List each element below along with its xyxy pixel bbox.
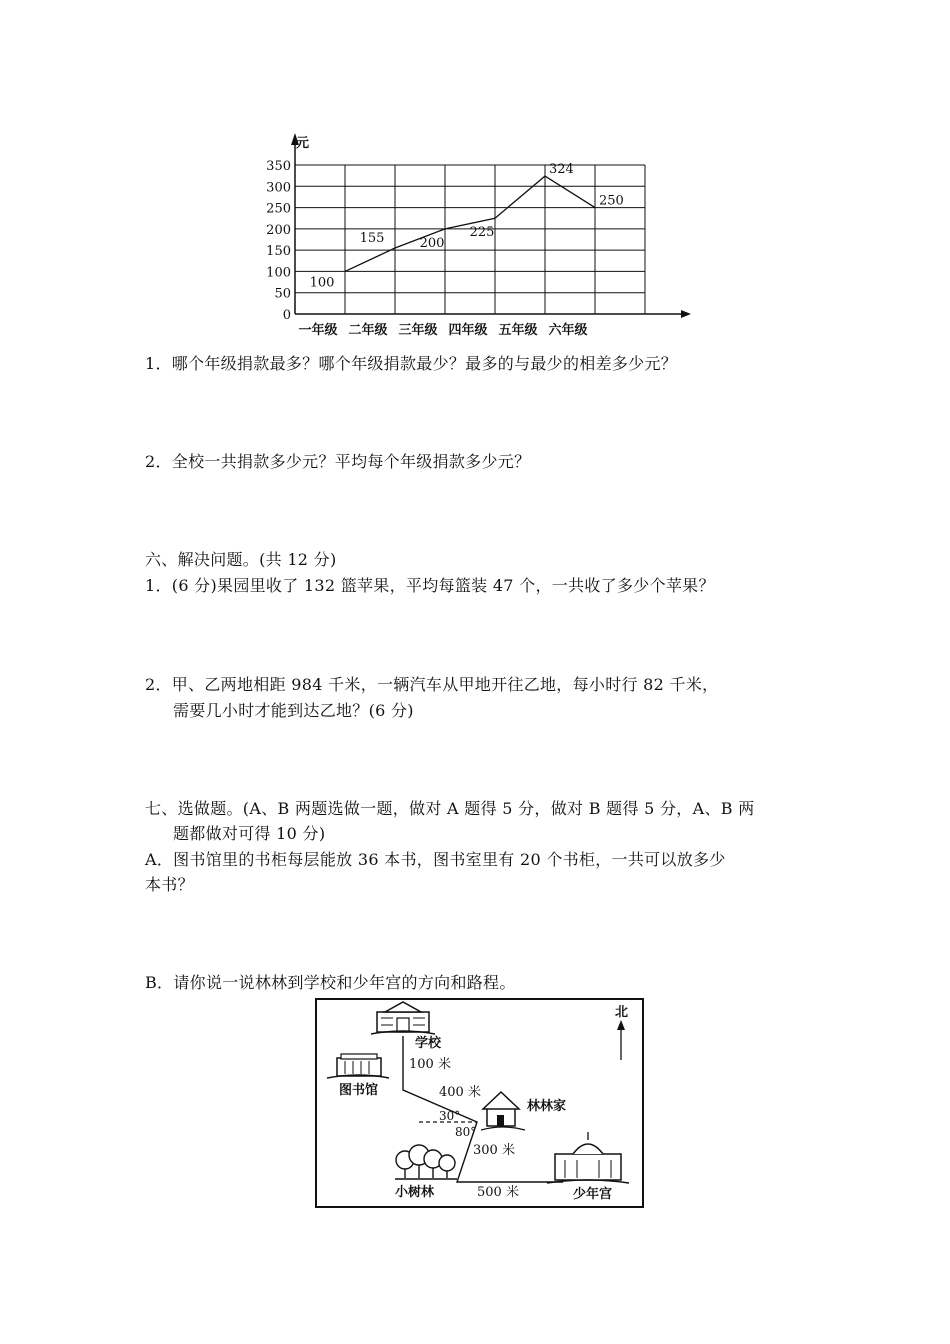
- y-tick-label: 100: [266, 265, 291, 281]
- x-tick-label: 三年级: [398, 323, 438, 338]
- palace-label: 少年宫: [573, 1187, 613, 1202]
- y-tick-label: 50: [274, 286, 291, 302]
- data-label: 200: [419, 235, 445, 251]
- section-6-title: 六、解决问题。(共 12 分): [145, 550, 337, 569]
- distance-school: 100 米: [409, 1057, 451, 1072]
- data-label: 250: [599, 193, 624, 209]
- question-6-2-line2: 需要几小时才能到达乙地？(6 分): [173, 701, 414, 720]
- y-axis-unit: 元: [296, 136, 310, 151]
- question-5-1: 1．哪个年级捐款最多？哪个年级捐款最少？最多的与最少的相差多少元？: [145, 354, 678, 373]
- y-tick-label: 300: [266, 180, 291, 196]
- distance-palace: 500 米: [477, 1185, 519, 1200]
- question-6-1: 1．(6 分)果园里收了 132 篮苹果，平均每篮装 47 个，一共收了多少个苹果？: [145, 576, 715, 595]
- x-tick-label: 五年级: [498, 323, 538, 338]
- question-6-2-line1: 2．甲、乙两地相距 984 千米，一辆汽车从甲地开往乙地，每小时行 82 千米，: [145, 675, 719, 694]
- y-tick-label: 350: [266, 159, 291, 174]
- north-label: 北: [615, 1005, 629, 1020]
- x-tick-label: 二年级: [348, 323, 388, 338]
- y-tick-label: 0: [282, 308, 291, 323]
- donation-line-chart: [260, 125, 700, 340]
- data-label: 100: [309, 275, 335, 291]
- y-tick-label: 200: [266, 222, 291, 238]
- y-tick-label: 250: [266, 201, 291, 217]
- question-5-2: 2．全校一共捐款多少元？平均每个年级捐款多少元？: [145, 452, 531, 471]
- route-map: [315, 998, 645, 1210]
- angle-80: 80°: [455, 1125, 477, 1139]
- question-a-line2: 本书？: [145, 875, 194, 894]
- data-label: 225: [469, 225, 495, 241]
- series-line: [345, 176, 595, 271]
- x-tick-labels: [298, 322, 587, 338]
- library-label: 图书馆: [339, 1083, 379, 1098]
- question-b: B．请你说一说林林到学校和少年宫的方向和路程。: [145, 973, 516, 992]
- x-tick-label: 一年级: [298, 323, 338, 338]
- question-a-line1: A．图书馆里的书柜每层能放 36 本书，图书室里有 20 个书柜，一共可以放多少: [145, 850, 726, 869]
- data-label: 155: [359, 231, 385, 247]
- section-7-line2: 题都做对可得 10 分): [173, 824, 326, 843]
- data-label: 324: [549, 162, 574, 178]
- section-7-line1: 七、选做题。(A、B 两题选做一题，做对 A 题得 5 分，做对 B 题得 5 分，A、B 两: [145, 799, 755, 818]
- y-tick-labels: [266, 159, 291, 323]
- distance-woods: 300 米: [473, 1143, 515, 1158]
- angle-30: 30°: [439, 1109, 461, 1123]
- home-label: 林林家: [527, 1099, 567, 1114]
- y-tick-label: 150: [266, 244, 291, 260]
- x-tick-label: 四年级: [448, 323, 488, 338]
- x-tick-label: 六年级: [548, 323, 588, 338]
- x-axis-arrowhead-icon: [681, 310, 691, 318]
- library-building-icon: [327, 1054, 389, 1078]
- woods-label: 小树林: [395, 1185, 435, 1200]
- distance-home: 400 米: [439, 1085, 481, 1100]
- school-label: 学校: [415, 1036, 442, 1051]
